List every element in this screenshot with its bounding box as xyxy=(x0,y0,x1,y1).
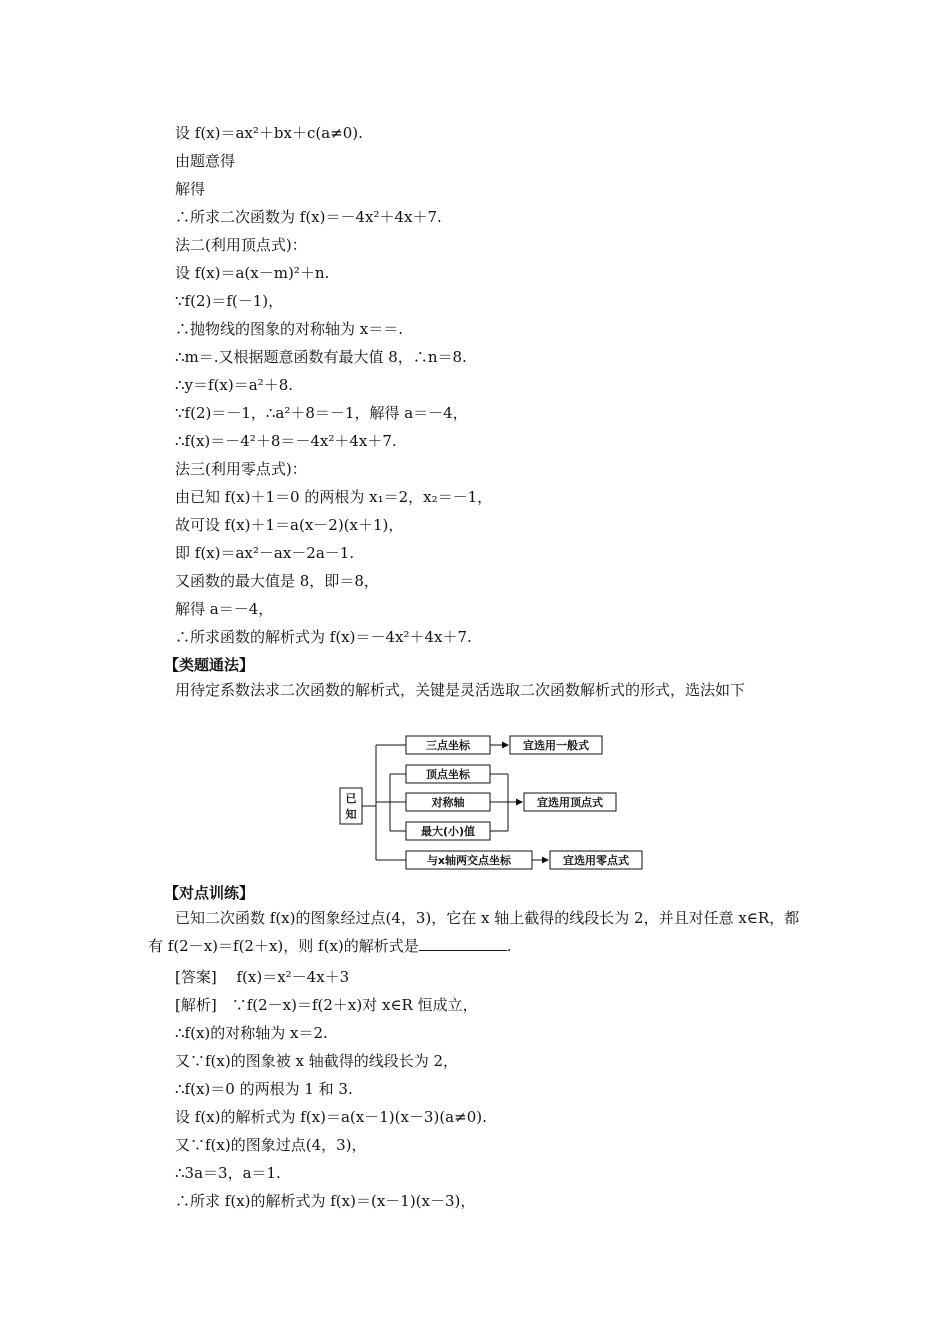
solution-line: 由已知 f(x)＋1＝0 的两根为 x₁＝2，x₂＝－1， xyxy=(175,488,493,506)
solution-line: 解得 a＝－4， xyxy=(175,600,274,618)
solution-line: 由题意得 xyxy=(175,152,236,170)
analysis-line: 设 f(x)的解析式为 f(x)＝a(x－1)(x－3)(a≠0). xyxy=(175,1108,487,1126)
result-general: 宜选用一般式 xyxy=(523,739,589,752)
section-heading: 【对点训练】 xyxy=(164,884,255,902)
solution-line: 又函数的最大值是 8，即＝8， xyxy=(175,572,379,590)
item-vertex: 顶点坐标 xyxy=(426,768,470,781)
item-axis: 对称轴 xyxy=(431,796,465,809)
solution-line: ∴y＝f(x)＝a²＋8. xyxy=(175,376,294,394)
analysis-line: ∴f(x)的对称轴为 x＝2. xyxy=(175,1024,328,1042)
solution-line: 法三(利用零点式)： xyxy=(175,460,307,478)
solution-line: ∵f(2)＝f(－1)， xyxy=(175,292,284,310)
analysis-line: 又∵f(x)的图象过点(4，3)， xyxy=(175,1136,367,1154)
solution-line: 设 f(x)＝a(x－m)²＋n. xyxy=(175,264,330,282)
answer-blank xyxy=(419,936,507,951)
analysis-line: [解析] ∵f(2－x)＝f(2＋x)对 x∈R 恒成立， xyxy=(175,996,478,1014)
question-end: . xyxy=(506,937,512,955)
solution-line: 即 f(x)＝ax²－ax－2a－1. xyxy=(175,544,355,562)
solution-line: ∵f(2)＝－1，∴a²＋8＝－1，解得 a＝－4， xyxy=(175,404,468,422)
question-paragraph xyxy=(148,904,808,960)
section-heading: 【类题通法】 xyxy=(164,656,255,674)
analysis-line: ∴f(x)＝0 的两根为 1 和 3. xyxy=(175,1080,353,1098)
solution-line: ∴m＝.又根据题意函数有最大值 8，∴n＝8. xyxy=(175,348,467,366)
known-label-1: 已 xyxy=(345,792,357,805)
method-paragraph: 用待定系数法求二次函数的解析式，关键是灵活选取二次函数解析式的形式，选法如下 xyxy=(175,681,746,699)
item-zeros: 与x轴两交点坐标 xyxy=(426,854,512,867)
item-three-points: 三点坐标 xyxy=(426,739,470,752)
question-text: 已知二次函数 f(x)的图象经过点(4，3)，它在 x 轴上截得的线段长为 2，并且对任意 x∈R，都有 f(2－x)＝f(2＋x)，则 f(x)的解析式是 xyxy=(148,909,800,955)
solution-line: ∴f(x)＝－4²＋8＝－4x²＋4x＋7. xyxy=(175,432,397,450)
solution-line: ∴所求二次函数为 f(x)＝－4x²＋4x＋7. xyxy=(175,208,442,226)
result-zeros: 宜选用零点式 xyxy=(563,854,629,867)
solution-line: ∴抛物线的图象的对称轴为 x＝＝. xyxy=(175,320,403,338)
item-extremum: 最大(小)值 xyxy=(420,825,476,838)
solution-line: 法二(利用顶点式)： xyxy=(175,236,307,254)
method-selection-diagram xyxy=(0,730,950,880)
solution-line: 解得 xyxy=(175,180,206,198)
analysis-line: ∴所求 f(x)的解析式为 f(x)＝(x－1)(x－3)， xyxy=(175,1192,476,1210)
analysis-line: 又∵f(x)的图象被 x 轴截得的线段长为 2， xyxy=(175,1052,459,1070)
known-label-2: 知 xyxy=(345,808,357,821)
solution-line: ∴所求函数的解析式为 f(x)＝－4x²＋4x＋7. xyxy=(175,628,472,646)
result-vertex: 宜选用顶点式 xyxy=(537,796,603,809)
answer-line: [答案] f(x)＝x²－4x＋3 xyxy=(175,968,350,986)
analysis-line: ∴3a＝3，a＝1. xyxy=(175,1164,281,1182)
solution-line: 故可设 f(x)＋1＝a(x－2)(x＋1)， xyxy=(175,516,404,534)
solution-line: 设 f(x)＝ax²＋bx＋c(a≠0). xyxy=(175,124,363,142)
